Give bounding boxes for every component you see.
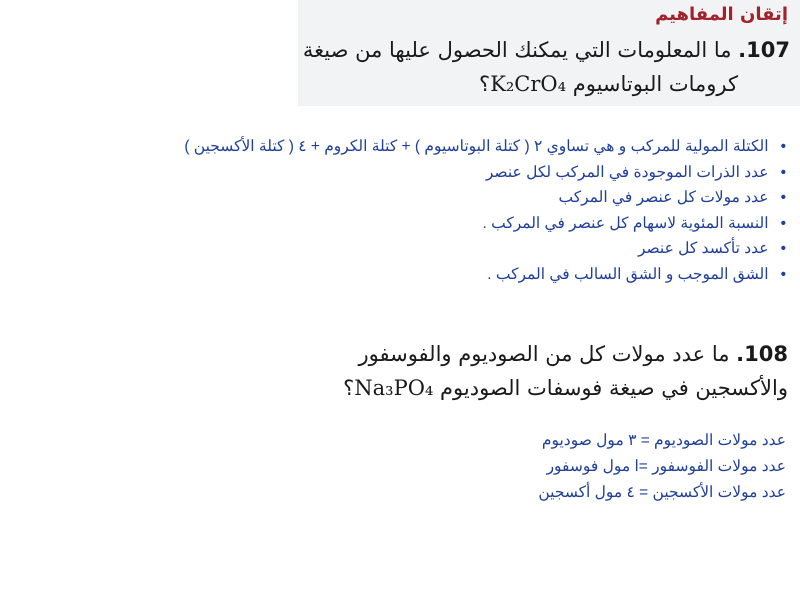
question-108-line-1 [359,342,789,366]
bullet-dot-icon: • [780,189,786,207]
question-108-answers [538,428,786,506]
bullet-dot-icon: • [780,163,786,181]
question-107-line-2: كرومات البوتاسيوم K₂CrO₄؟ [479,72,738,96]
question-107-number: 107. [738,38,790,62]
question-108-number: 108. [736,342,788,366]
answer-list-item [6,185,786,211]
answer-list-item [6,236,786,262]
bullet-dot-icon: • [780,138,786,155]
answer-line: عدد مولات الأكسجين = ٤ مول أكسجين [538,484,786,501]
answer-text: النسبة المئوية لاسهام كل عنصر في المركب . [482,214,769,232]
answer-line: عدد مولات الفوسفور =ا مول فوسفور [546,458,786,475]
question-107-answer-list [6,134,786,288]
answer-list-item [6,211,786,237]
answer-text: الكتلة المولية للمركب و هي تساوي ٢ ( كتلة البوتاسيوم ) + كتلة الكروم + ٤ ( كتلة الأكسجين ) [184,138,769,155]
answer-text: عدد تأكسد كل عنصر [637,240,769,258]
answer-text: الشق الموجب و الشق السالب في المركب . [487,265,769,283]
answer-list-item [6,262,786,288]
answer-text: عدد الذرات الموجودة في المركب لكل عنصر [485,163,769,181]
question-108-text-1: ما عدد مولات كل من الصوديوم والفوسفور [358,342,730,366]
question-107-line-1 [303,38,790,62]
answer-line: عدد مولات الصوديوم = ٣ مول صوديوم [541,432,786,449]
section-title: إتقان المفاهيم [655,4,788,25]
answer-text: عدد مولات كل عنصر في المركب [558,189,769,207]
answer-list-item [6,134,786,160]
bullet-dot-icon: • [780,265,786,283]
answer-list-item [6,160,786,186]
bullet-dot-icon: • [780,240,786,258]
question-108-line-2: والأكسجين في صيغة فوسفات الصوديوم Na₃PO₄؟ [343,376,788,400]
question-107-text-1: ما المعلومات التي يمكنك الحصول عليها من صيغة [302,38,732,62]
bullet-dot-icon: • [780,214,786,232]
